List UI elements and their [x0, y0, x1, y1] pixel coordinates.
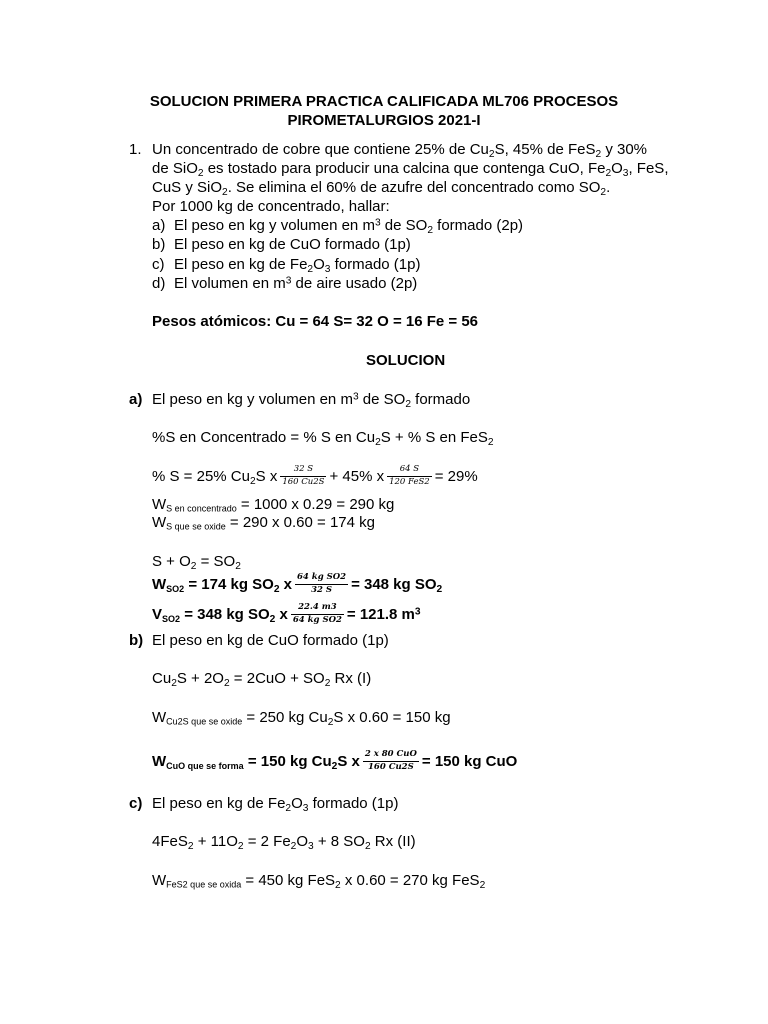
question-b: El peso en kg de CuO formado (1p)	[174, 236, 411, 253]
problem-number: 1.	[129, 141, 142, 158]
part-c-label: c)	[129, 795, 143, 812]
question-a: El peso en kg y volumen en $m^3$ de $SO_2$ formado (2p)	[174, 217, 524, 236]
problem-intro: Por 1000 kg de concentrado, hallar:	[152, 198, 390, 215]
problem-line-1: Un concentrado de cobre que contiene 25% de $Cu_2S$, 45% de FeS$_2$ y 30%	[152, 141, 648, 160]
vso2-equation: $V_{SO2} = 348$ kg $SO_2$ x $\frac{22.4 m3}{\text{64 kg SO2}}$ = 121.8 $m^3$	[152, 602, 421, 626]
fraction-64s-120fes2: $\frac{64 S}{\text{120 FeS2}}$	[389, 464, 430, 487]
fraction-2x80cuo-160cu2s: $\frac{\text{2 x 80 CuO}}{160 Cu2S}$	[364, 749, 417, 772]
document-title-line2: PIROMETALURGIOS 2021-I	[287, 112, 481, 129]
question-d-label: d)	[152, 275, 166, 292]
wso2-equation: $W_{SO2} = 174$ kg $SO_2$ x $\frac{\text{64 kg SO2}}{32 S}$ = 348 kg $SO_2$	[152, 572, 443, 596]
reaction-rx-ii: $4FeS_2 + 11O_2 = 2$ $Fe_2O_3 + 8$ $SO_2$ Rx (II)	[152, 833, 416, 852]
wcuo-equation: $W_{CuO que se forma} = 150$ kg $Cu_2S$ x $\frac{\text{2 x 80 CuO}}{160 Cu2S}$ = 150 kg CuO	[152, 749, 518, 773]
part-b-heading: El peso en kg de CuO formado (1p)	[152, 632, 389, 649]
wcu2s-oxidized-equation: $W_{Cu2S que se oxide} = 250$ kg $Cu_2S$ x 0.60 = 150 kg	[152, 709, 451, 728]
fraction-32s-160cu2s: $\frac{32 S}{160 Cu2S}$	[282, 464, 325, 487]
solution-heading: SOLUCION	[366, 352, 446, 369]
fraction-22-4m3-64kgso2: $\frac{22.4 m3}{\text{64 kg SO2}}$	[292, 602, 342, 625]
atomic-weights: Pesos atómicos: Cu = 64 S= 32 O = 16 Fe = 56	[152, 313, 479, 330]
part-a-heading: El peso en kg y volumen en $m^3$ de $SO_2$ formado	[152, 391, 471, 410]
wfes2-oxidized-equation: $W_{FeS2 que se oxida} = 450$ kg FeS$_2$ x 0.60 = 270 kg FeS$_2$	[152, 872, 486, 891]
question-c: El peso en kg de $Fe_2O_3$ formado (1p)	[174, 256, 421, 275]
ws-oxidized-equation: $W_{S que se oxide} = 290$ x 0.60 = 174 kg	[152, 514, 376, 532]
question-d: El volumen en $m^3$ de aire usado (2p)	[174, 275, 418, 292]
ws-concentrate-equation: $W_{S en concentrado} = 1000$ x 0.29 = 290 kg	[152, 496, 395, 514]
problem-line-3: CuS y SiO$_2$. Se elimina el 60% de azufre del concentrado como $SO_2$.	[152, 179, 611, 198]
document-title-line1: SOLUCION PRIMERA PRACTICA CALIFICADA ML706 PROCESOS	[149, 93, 619, 110]
part-a-label: a)	[129, 391, 143, 408]
part-c-heading: El peso en kg de $Fe_2O_3$ formado (1p)	[152, 795, 399, 814]
question-b-label: b)	[152, 236, 166, 253]
sulfur-percent-definition: %S en Concentrado = % S en $Cu_2S$ + % S en FeS$_2$	[152, 429, 494, 448]
question-a-label: a)	[152, 217, 166, 234]
problem-line-2: de SiO$_2$ es tostado para producir una calcina que contenga CuO, $Fe_2O_3$, FeS,	[152, 160, 669, 179]
question-c-label: c)	[152, 256, 165, 273]
part-b-label: b)	[129, 632, 144, 649]
reaction-rx-i: $Cu_2S + 2O_2 = 2CuO + SO_2$ Rx (I)	[152, 670, 372, 689]
sulfur-oxidation-reaction: $S + O_2 = SO_2$	[152, 553, 241, 572]
sulfur-percent-equation: % S = 25% $Cu_2S$ x $\frac{32 S}{160 Cu2S}$ + 45% x $\frac{64 S}{\text{120 FeS2}}$ = 29%	[152, 464, 478, 488]
fraction-64kgso2-32s: $\frac{\text{64 kg SO2}}{32 S}$	[297, 572, 347, 595]
